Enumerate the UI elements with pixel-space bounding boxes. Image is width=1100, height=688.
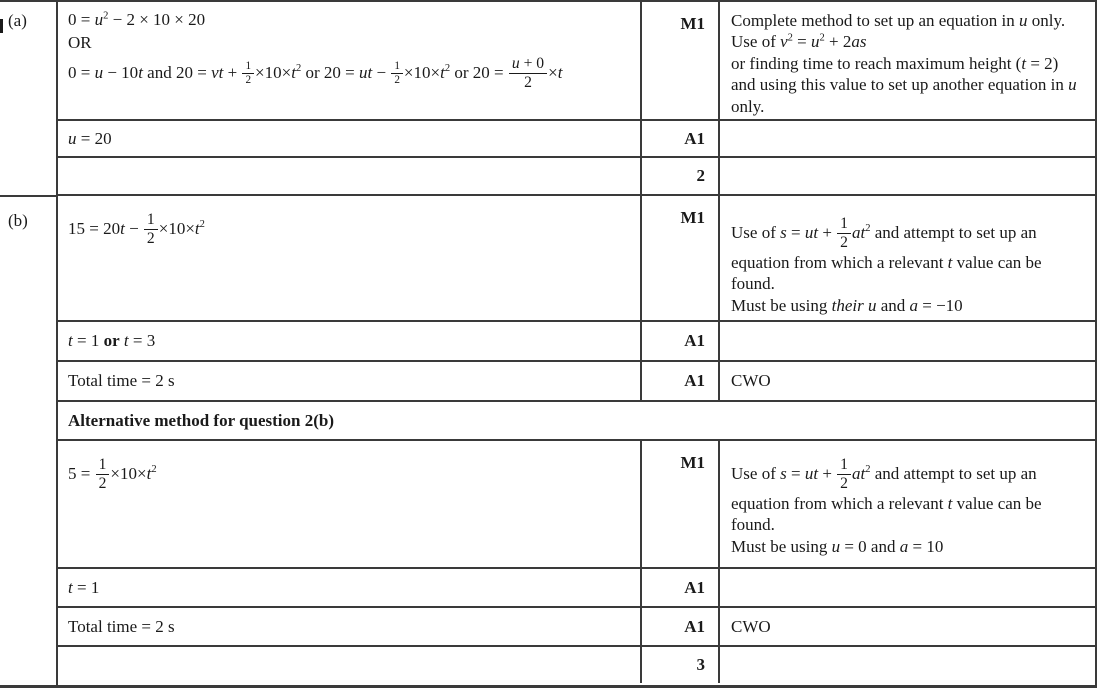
mark-cell — [642, 2, 720, 119]
fraction: $\frac{1}{2}$ — [95, 457, 111, 493]
notes-line: Use of s = ut + $\frac{1}{2}$ $at^2$ and attempt to set up an equation from which a relevant t value can be found. — [731, 456, 1042, 535]
working-line: $0 = u^2 - 2 \times 10 \times 20$ — [68, 10, 206, 29]
notes-cell — [720, 608, 1095, 645]
notes-line: CWO — [731, 371, 771, 391]
working-cell — [58, 647, 642, 683]
part-label-a: (a) — [0, 2, 56, 197]
working-line: t = 1 or t = 3 — [68, 331, 156, 350]
mark-label: A1 — [684, 331, 705, 350]
notes-line: Must be using u = 0 and a = 10 — [731, 536, 944, 556]
section-header-row — [58, 402, 1095, 441]
mark-cell — [642, 608, 720, 645]
mark-cell — [642, 196, 720, 320]
part-column — [0, 2, 58, 685]
working-cell — [58, 2, 642, 119]
mark-label: A1 — [684, 128, 705, 148]
fraction: $\frac{1}{2}$ — [836, 216, 852, 252]
working-cell — [58, 441, 642, 567]
mark-cell — [642, 121, 720, 156]
table-row — [58, 158, 1095, 196]
mark-cell — [642, 441, 720, 567]
working-cell — [58, 608, 642, 645]
notes-line: Complete method to set up an equation in u only. — [731, 11, 1066, 30]
notes-line: CWO — [731, 616, 771, 636]
mark-cell — [642, 569, 720, 606]
part-label-b: (b) — [8, 211, 28, 230]
working-cell — [58, 362, 642, 400]
mark-label: A1 — [684, 616, 705, 636]
mark-cell — [642, 158, 720, 194]
working-line: 5 = $\frac{1}{2}$ $\times 10\times t^2$ — [68, 456, 157, 493]
notes-line: Use of $v^2 = u^2 + 2as$ — [731, 32, 867, 52]
notes-cell — [720, 121, 1095, 156]
notes-line: Must be using their u and a = −10 — [731, 295, 963, 315]
working-line: 15 = 20t − $\frac{1}{2}$ $\times 10\times t^2$ — [68, 211, 205, 248]
working-cell — [58, 322, 642, 360]
notes-cell — [720, 196, 1095, 320]
notes-cell — [720, 647, 1095, 683]
notes-line: Use of s = ut + $\frac{1}{2}$ $at^2$ and attempt to set up an equation from which a relevant t value can be found. — [731, 215, 1042, 294]
mark-label: M1 — [680, 208, 705, 227]
working-cell — [58, 121, 642, 156]
working-cell — [58, 569, 642, 606]
working-line: Total time = 2 s — [68, 616, 175, 636]
table-row — [58, 362, 1095, 402]
notes-cell — [720, 362, 1095, 400]
working-line: t = 1 — [68, 577, 100, 597]
mark-label: A1 — [684, 577, 705, 597]
alternative-method-heading: Alternative method for question 2(b) — [68, 410, 334, 430]
working-line: u = 20 — [68, 128, 112, 148]
notes-cell — [720, 2, 1095, 119]
notes-cell — [720, 158, 1095, 194]
table-row — [58, 322, 1095, 362]
notes-line: or finding time to reach maximum height (t = 2) — [731, 53, 1059, 73]
notes-cell — [720, 569, 1095, 606]
working-cell — [58, 196, 642, 320]
table-row — [58, 647, 1095, 683]
mark-label: A1 — [684, 371, 705, 390]
working-line: 0 = u − 10t and 20 = vt + $\frac{1}{2}$ $\times 10\times t^2$ or 20 = ut − $\frac{1}{2}$ $\times 10\times t^2$ or 20 = $\frac{u + 0}{2}$ ×t — [68, 55, 563, 92]
working-line: Total time = 2 s — [68, 371, 175, 390]
notes-cell — [720, 322, 1095, 360]
mark-label: 2 — [696, 166, 705, 185]
notes-cell — [720, 441, 1095, 567]
fraction: $\frac{1}{2}$ — [241, 61, 255, 86]
table-row — [58, 196, 1095, 322]
working-line: OR — [68, 33, 92, 52]
table-row — [58, 569, 1095, 608]
mark-label: M1 — [680, 14, 705, 33]
notes-line: and using this value to set up another equation in u only. — [731, 75, 1077, 116]
table-row — [58, 121, 1095, 158]
mark-cell — [642, 647, 720, 683]
fraction: $\frac{u + 0}{2}$ — [508, 56, 548, 92]
working-cell — [58, 158, 642, 194]
fraction: $\frac{1}{2}$ — [390, 61, 404, 86]
table-rows — [58, 2, 1095, 685]
mark-cell — [642, 362, 720, 400]
mark-cell — [642, 322, 720, 360]
fraction: $\frac{1}{2}$ — [143, 212, 159, 248]
table-row — [58, 608, 1095, 647]
fraction: $\frac{1}{2}$ — [836, 457, 852, 493]
table-row — [58, 441, 1095, 569]
mark-label: M1 — [680, 453, 705, 472]
table-row — [58, 2, 1095, 121]
mark-label: 3 — [696, 655, 705, 674]
